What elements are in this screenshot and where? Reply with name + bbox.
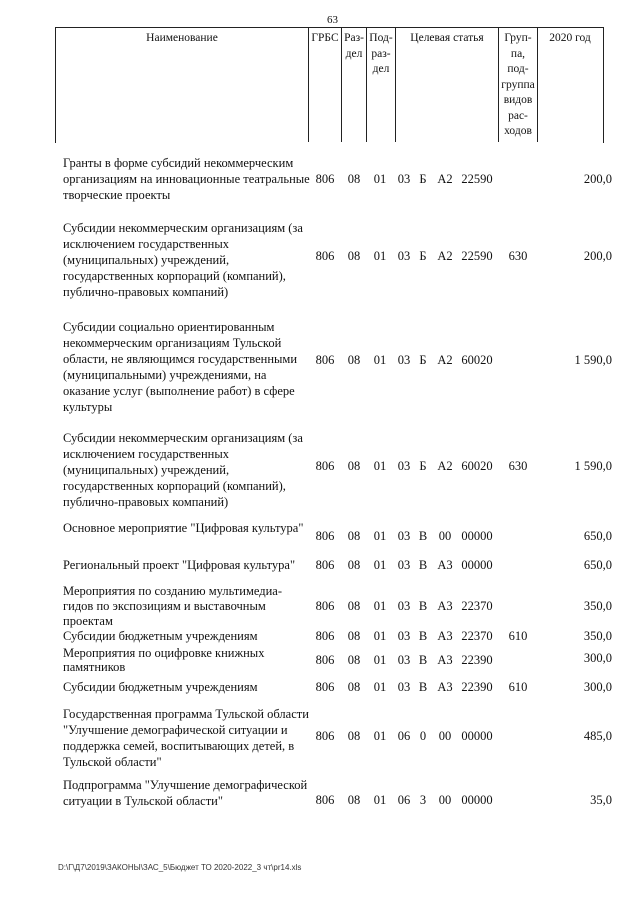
row-group: 610 xyxy=(508,629,528,643)
row-target-event: А3 xyxy=(437,653,453,667)
row-razdel: 08 xyxy=(347,459,361,473)
row-podrazdel: 01 xyxy=(373,172,387,186)
row-grbs: 806 xyxy=(315,729,335,743)
row-name: Субсидии некоммерческим организациям (за исключением государственных (муниципальных) учреждений, государственных корпораций (компаний), публично-правовых компаний) xyxy=(63,221,303,299)
row-value: 300,0 xyxy=(583,680,612,694)
header-target: Целевая статья xyxy=(410,32,484,44)
row-target-event: 00 xyxy=(438,529,452,543)
row-name: Субсидии бюджетным учреждениям xyxy=(63,680,258,694)
row-value: 350,0 xyxy=(583,599,612,613)
row-value: 200,0 xyxy=(583,249,612,263)
row-target-program: 03 xyxy=(397,353,411,367)
row-target-event: А3 xyxy=(437,629,453,643)
row-name: Подпрограмма "Улучшение демографической ситуации в Тульской области" xyxy=(63,778,308,808)
row-target-subprogram: В xyxy=(418,529,428,543)
row-razdel: 08 xyxy=(347,653,361,667)
row-podrazdel: 01 xyxy=(373,599,387,613)
row-value: 485,0 xyxy=(583,729,612,743)
row-razdel: 08 xyxy=(347,793,361,807)
row-group: 630 xyxy=(508,459,528,473)
row-razdel: 08 xyxy=(347,680,361,694)
row-target-direction: 22590 xyxy=(461,249,493,263)
row-target-direction: 60020 xyxy=(461,353,493,367)
row-grbs: 806 xyxy=(315,249,335,263)
row-podrazdel: 01 xyxy=(373,629,387,643)
row-target-direction: 22370 xyxy=(461,599,493,613)
row-razdel: 08 xyxy=(347,529,361,543)
row-razdel: 08 xyxy=(347,558,361,572)
row-target-program: 03 xyxy=(397,459,411,473)
header-name: Наименование xyxy=(146,32,218,44)
row-target-direction: 00000 xyxy=(461,793,493,807)
row-value: 350,0 xyxy=(583,629,612,643)
row-name: Гранты в форме субсидий некоммерческим организациям на инновационные театральные творческие проекты xyxy=(63,156,310,202)
row-target-event: А3 xyxy=(437,558,453,572)
row-target-direction: 22370 xyxy=(461,629,493,643)
row-target-direction: 00000 xyxy=(461,729,493,743)
row-target-subprogram: В xyxy=(418,558,428,572)
row-target-event: А3 xyxy=(437,680,453,694)
row-target-subprogram: Б xyxy=(419,172,427,186)
row-grbs: 806 xyxy=(315,172,335,186)
row-name: Мероприятия по оцифровке книжных памятников xyxy=(63,646,265,674)
row-target-direction: 60020 xyxy=(461,459,493,473)
row-name: Мероприятия по созданию мультимедиа-гидов по экспозициям и выставочным проектам xyxy=(63,584,283,628)
row-target-subprogram: В xyxy=(418,599,428,613)
row-name: Субсидии некоммерческим организациям (за исключением государственных (муниципальных) учреждений, государственных корпораций (компаний), публично-правовых компаний) xyxy=(63,431,303,509)
page-number: 63 xyxy=(327,14,338,26)
row-name: Субсидии бюджетным учреждениям xyxy=(63,629,258,643)
row-grbs: 806 xyxy=(315,353,335,367)
row-razdel: 08 xyxy=(347,599,361,613)
row-target-program: 03 xyxy=(397,172,411,186)
row-target-subprogram: Б xyxy=(419,459,427,473)
row-target-program: 03 xyxy=(397,529,411,543)
row-target-event: А2 xyxy=(437,172,453,186)
row-target-direction: 22390 xyxy=(461,680,493,694)
row-value: 650,0 xyxy=(583,529,612,543)
row-target-subprogram: В xyxy=(418,629,428,643)
row-target-subprogram: Б xyxy=(419,249,427,263)
row-grbs: 806 xyxy=(315,653,335,667)
row-name: Субсидии социально ориентированным некоммерческим организациям Тульской области, не являющимся государственными (муниципальными) учреждениями, на оказание услуг (выполнение работ) в сфере культуры xyxy=(63,320,298,414)
row-value: 650,0 xyxy=(583,558,612,572)
row-podrazdel: 01 xyxy=(373,680,387,694)
row-value: 1 590,0 xyxy=(574,353,612,367)
row-target-event: 00 xyxy=(438,729,452,743)
row-target-program: 03 xyxy=(397,653,411,667)
row-grbs: 806 xyxy=(315,558,335,572)
row-grbs: 806 xyxy=(315,459,335,473)
row-value: 1 590,0 xyxy=(574,459,612,473)
row-target-direction: 00000 xyxy=(461,558,493,572)
row-podrazdel: 01 xyxy=(373,459,387,473)
row-value: 300,0 xyxy=(583,651,612,665)
row-grbs: 806 xyxy=(315,629,335,643)
row-podrazdel: 01 xyxy=(373,529,387,543)
file-path-footer: D:\Г\Д7\2019\ЗАКОНЫ\ЗАС_5\Бюджет ТО 2020-2022_3 чт\pr14.xls xyxy=(58,863,302,872)
row-target-program: 03 xyxy=(397,599,411,613)
row-target-event: А2 xyxy=(437,459,453,473)
row-podrazdel: 01 xyxy=(373,729,387,743)
row-target-subprogram: 0 xyxy=(419,729,427,743)
row-target-program: 06 xyxy=(397,729,411,743)
row-group: 630 xyxy=(508,249,528,263)
row-podrazdel: 01 xyxy=(373,558,387,572)
header-group: Груп- па, под- группа видов рас- ходов xyxy=(501,32,535,137)
row-target-direction: 22590 xyxy=(461,172,493,186)
row-podrazdel: 01 xyxy=(373,353,387,367)
row-target-subprogram: В xyxy=(418,680,428,694)
row-target-event: А3 xyxy=(437,599,453,613)
row-name: Основное мероприятие "Цифровая культура" xyxy=(63,521,304,535)
row-target-subprogram: Б xyxy=(419,353,427,367)
row-target-event: А2 xyxy=(437,249,453,263)
row-value: 200,0 xyxy=(583,172,612,186)
row-razdel: 08 xyxy=(347,249,361,263)
row-name: Государственная программа Тульской области "Улучшение демографической ситуации и поддержка семей, воспитывающих детей, в Тульской области" xyxy=(63,707,309,769)
row-grbs: 806 xyxy=(315,793,335,807)
row-target-event: 00 xyxy=(438,793,452,807)
row-value: 35,0 xyxy=(590,793,612,807)
row-razdel: 08 xyxy=(347,629,361,643)
row-grbs: 806 xyxy=(315,529,335,543)
header-podrazdel: Под- раз- дел xyxy=(369,32,393,75)
row-razdel: 08 xyxy=(347,353,361,367)
header-grbs: ГРБС xyxy=(311,32,339,44)
row-target-direction: 22390 xyxy=(461,653,493,667)
row-group: 610 xyxy=(508,680,528,694)
row-target-subprogram: В xyxy=(418,653,428,667)
row-target-program: 03 xyxy=(397,680,411,694)
row-grbs: 806 xyxy=(315,599,335,613)
row-podrazdel: 01 xyxy=(373,653,387,667)
row-grbs: 806 xyxy=(315,680,335,694)
row-podrazdel: 01 xyxy=(373,793,387,807)
row-name: Региональный проект "Цифровая культура" xyxy=(63,558,296,572)
row-target-subprogram: 3 xyxy=(419,793,427,807)
row-razdel: 08 xyxy=(347,172,361,186)
row-podrazdel: 01 xyxy=(373,249,387,263)
row-razdel: 08 xyxy=(347,729,361,743)
row-target-program: 03 xyxy=(397,629,411,643)
row-target-event: А2 xyxy=(437,353,453,367)
row-target-program: 03 xyxy=(397,558,411,572)
row-target-program: 03 xyxy=(397,249,411,263)
row-target-program: 06 xyxy=(397,793,411,807)
header-razdel: Раз- дел xyxy=(344,32,364,60)
row-target-direction: 00000 xyxy=(461,529,493,543)
header-year: 2020 год xyxy=(549,32,591,44)
